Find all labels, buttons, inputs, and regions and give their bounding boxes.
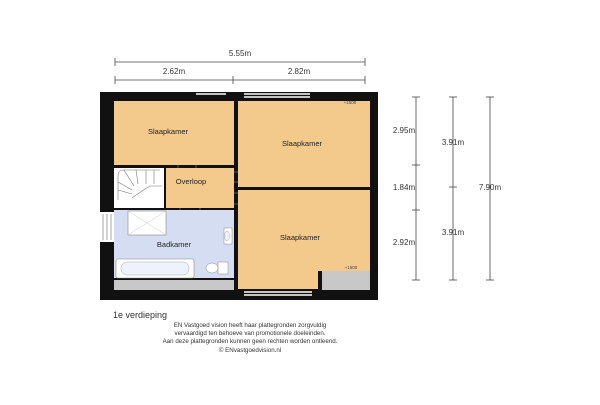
bottom-right-notch bbox=[318, 271, 322, 290]
height-top-label: 2.95m bbox=[392, 126, 416, 135]
window-tag-top-right: +1500 bbox=[343, 100, 357, 105]
height-mid-label: 1.84m bbox=[392, 183, 416, 192]
bottom-right-strip bbox=[322, 271, 370, 290]
hallway-label: Overloop bbox=[175, 177, 207, 186]
stairwell bbox=[114, 168, 164, 208]
shower bbox=[128, 211, 166, 235]
bedroom-top-right-label: Slaapkamer bbox=[281, 139, 323, 148]
height-lower-combined-label: 3.91m bbox=[441, 228, 465, 237]
total-height-label: 7.90m bbox=[478, 183, 502, 192]
right-width-label: 2.82m bbox=[287, 67, 311, 76]
disclaimer-line: vervaardigd ten behoeve van promotionele doeleinden. bbox=[174, 330, 326, 338]
height-upper-combined-label: 3.91m bbox=[441, 138, 465, 147]
sink bbox=[224, 228, 232, 244]
total-width-label: 5.55m bbox=[228, 49, 252, 58]
disclaimer-line: Aan deze plattegronden kunnen geen rechten worden ontleend. bbox=[162, 338, 338, 346]
bedroom-bottom-right-label: Slaapkamer bbox=[279, 233, 321, 242]
bathroom-label: Badkamer bbox=[156, 240, 192, 249]
disclaimer bbox=[100, 322, 400, 355]
window-tag-bottom-right: +1500 bbox=[344, 265, 358, 270]
bathtub bbox=[116, 259, 194, 278]
top-dimension-lines bbox=[115, 58, 365, 84]
floor-label: 1e verdieping bbox=[113, 310, 168, 320]
disclaimer-line: EN Vastgoed vision heeft haar plattegronden zorgvuldig bbox=[173, 322, 327, 329]
height-bottom-label: 2.92m bbox=[392, 238, 416, 247]
bedroom-top-left-label: Slaapkamer bbox=[147, 127, 189, 136]
hallway bbox=[166, 168, 234, 208]
bottom-left-strip bbox=[114, 280, 234, 290]
left-width-label: 2.62m bbox=[162, 67, 186, 76]
disclaimer-line: © ENvastgoedvision.nl bbox=[218, 346, 282, 354]
